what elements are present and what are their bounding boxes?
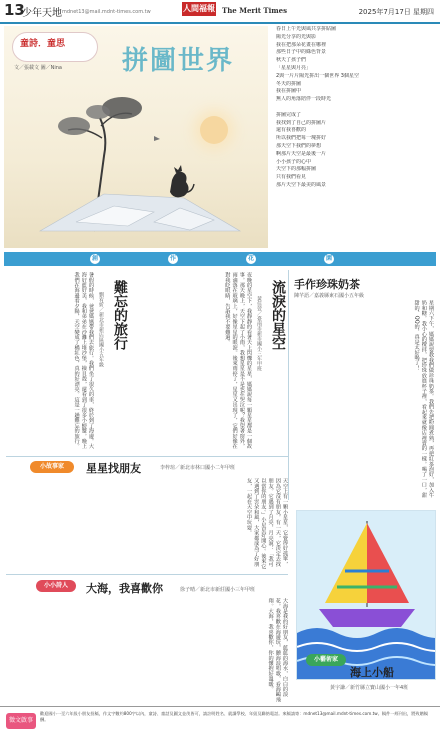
band-char-1: 創 bbox=[91, 255, 98, 262]
feature-block bbox=[4, 26, 436, 250]
poem-line: 陽光分享的光與影 bbox=[276, 33, 317, 40]
milktea-body: 星期六下午，媽媽說要教我們做珍珠奶茶。我們先把粉圓煮熟，再把紅茶泡好，加入牛奶和糖。我小心的攪拌，把珍珠放進杯子裡，看起來就像店裡賣的一樣。喝了一口，甜甜的、QQ的，真是太好喝了！ bbox=[413, 300, 434, 498]
poem-line: 「星星與月亮」 bbox=[276, 64, 312, 71]
forget-author: 劉宥妡／新北市新店區國小五年級 bbox=[98, 292, 104, 367]
poem-line: 小小孩子的心中 bbox=[276, 158, 312, 165]
star-body: 天空上有一顆小星星，它覺得好孤單，因為它沒有朋友。有一天，它決定去找朋友。它遇到了月亮，月亮說：「我可以當你的朋友。」小星星好開心。後來它又遇到了雲朵和風，大家都成為了好朋友，一起在天空中玩耍。 bbox=[245, 478, 288, 569]
sea-title: 大海，我喜歡你 bbox=[86, 582, 163, 595]
page-footer bbox=[0, 706, 440, 735]
poem-line: 2與一片片陽光拼出一個世界 3個星空 bbox=[276, 72, 359, 79]
tears-title: 流淚的星空 bbox=[270, 280, 286, 350]
star-tag: 小故事家 bbox=[30, 461, 74, 473]
poem-line: 那天空下我們的夢想 bbox=[276, 142, 322, 149]
page-header bbox=[0, 0, 440, 24]
brand-english: The Merit Times bbox=[222, 6, 288, 15]
poem-line bbox=[276, 104, 436, 112]
sea-body: 大海是我的好朋友，藍藍的海水，白白的浪花。我喜歡在海邊玩，聽海浪唱歌，看海鷗飛翔。大海，我喜歡你，你的懷抱好溫暖。 bbox=[267, 598, 288, 702]
poem-line: 啊那片天空是最後一片 bbox=[276, 150, 327, 157]
sea-tag: 小小詩人 bbox=[36, 580, 76, 592]
feature-badge: 童詩．童思 bbox=[20, 39, 66, 49]
star-title: 星星找朋友 bbox=[86, 462, 141, 475]
art-author: 黃宇謙／新竹縣立寶山國小一年4班 bbox=[330, 685, 409, 691]
star-author: 李梓瑄／新北市林口國小二年甲班 bbox=[160, 465, 236, 471]
poem-line: 那些日子中的綠色背景 bbox=[276, 49, 327, 56]
band-char-3: 花 bbox=[247, 255, 254, 262]
art-tag: 小藝術家 bbox=[306, 654, 346, 666]
poem-line: 那片天空下最美的風景 bbox=[276, 181, 327, 188]
poem-line: 天空下的那幅拼圖 bbox=[276, 166, 317, 173]
poem-line: 還有我喜歡的 bbox=[276, 127, 307, 134]
feature-poem bbox=[276, 26, 436, 248]
sea-author: 徐子晴／新北市新莊國小三年甲班 bbox=[180, 587, 256, 593]
issue-date: 2025年7月17日 星期四 bbox=[358, 8, 434, 16]
band-char-2: 作 bbox=[169, 255, 176, 262]
poem-line: 無人的角落陪伴一段時光 bbox=[276, 96, 332, 103]
feature-byline: 文／張載文 圖／Nina bbox=[14, 65, 62, 71]
column-divider-low bbox=[6, 574, 288, 575]
poem-line: 冬天的拼圖 bbox=[276, 80, 302, 87]
submission-tag: 徵文啟事 bbox=[6, 713, 36, 729]
column-band bbox=[4, 252, 436, 266]
section-email[interactable]: mdnet13@mail.mdnt-times.com.tw bbox=[62, 9, 151, 15]
art-title: 海上小船 bbox=[350, 666, 394, 679]
tears-body: 夜晚的星空下，我靜靜的看著天上閃爍的星星，媽媽說每一顆星星都是一個故事。那天晚上，天空下起了小雨，我想星星是不是也在哭泣呢？我望著窗外，雨滴落在玻璃上，好像星星的眼淚。後來雨停了，星星又出現了，它們好像在對我眨眼睛，告訴我不要難過。 bbox=[224, 272, 252, 449]
section-title: 少年天地 bbox=[22, 8, 62, 19]
column-divider-right bbox=[288, 270, 289, 500]
feature-title: 拼圖世界 bbox=[122, 46, 235, 76]
poem-line: 拼圖完成了 bbox=[276, 111, 302, 118]
poem-line: 所以我們把每一塊拼好 bbox=[276, 135, 327, 142]
poem-line: 我找到了自己的拼圖片 bbox=[276, 119, 327, 126]
forget-title: 難忘的旅行 bbox=[112, 280, 128, 350]
forget-body: 暑假的時候，爸爸媽媽帶我們去旅行。我們坐了很久的車，終於到了海邊。大海好藍好美，我和弟弟在沙灘上堆沙堡，撿貝殼，還看到了很多小螃蟹。晚上我們在海邊看夕陽，天空變成了橘紅色，真的好漂亮。這是一趟難忘的旅行。 bbox=[73, 272, 94, 449]
column-divider-mid bbox=[6, 456, 288, 457]
milktea-title: 手作珍珠奶茶 bbox=[294, 278, 360, 291]
poem-line: 只有我們看見 bbox=[276, 174, 307, 181]
poem-line: 我在把那朵花畫在哪裡 bbox=[276, 41, 327, 48]
tree-cat-illustration bbox=[4, 26, 268, 248]
band-char-4: 園 bbox=[325, 255, 332, 262]
submission-notice: 歡迎國小一至六年級小朋友投稿，作文字數約800字以內，童詩、童話及圖文並茂皆可，請註明姓名、就讀學校、年級及聯絡電話。來稿請寄：mdnet13@mail.mdnt-times.com.tw。稿件一經刊出，將致贈稿酬。 bbox=[40, 711, 428, 722]
feature-illustration bbox=[4, 26, 268, 248]
milktea-author: 陳芊語／嘉義縣東石國小五年級 bbox=[294, 293, 365, 299]
poem-line: 我在拼圖中 bbox=[276, 88, 302, 95]
brand-logo: 人間福報 bbox=[182, 2, 216, 16]
poem-line: 秋天了孩子們 bbox=[276, 57, 307, 64]
page-number: 13 bbox=[4, 1, 25, 19]
poem-line: 春日上午光與風共享拼貼圖 bbox=[276, 26, 337, 32]
tears-author: 黃佳萱／臺南市新市國小三年甲班 bbox=[256, 296, 262, 371]
